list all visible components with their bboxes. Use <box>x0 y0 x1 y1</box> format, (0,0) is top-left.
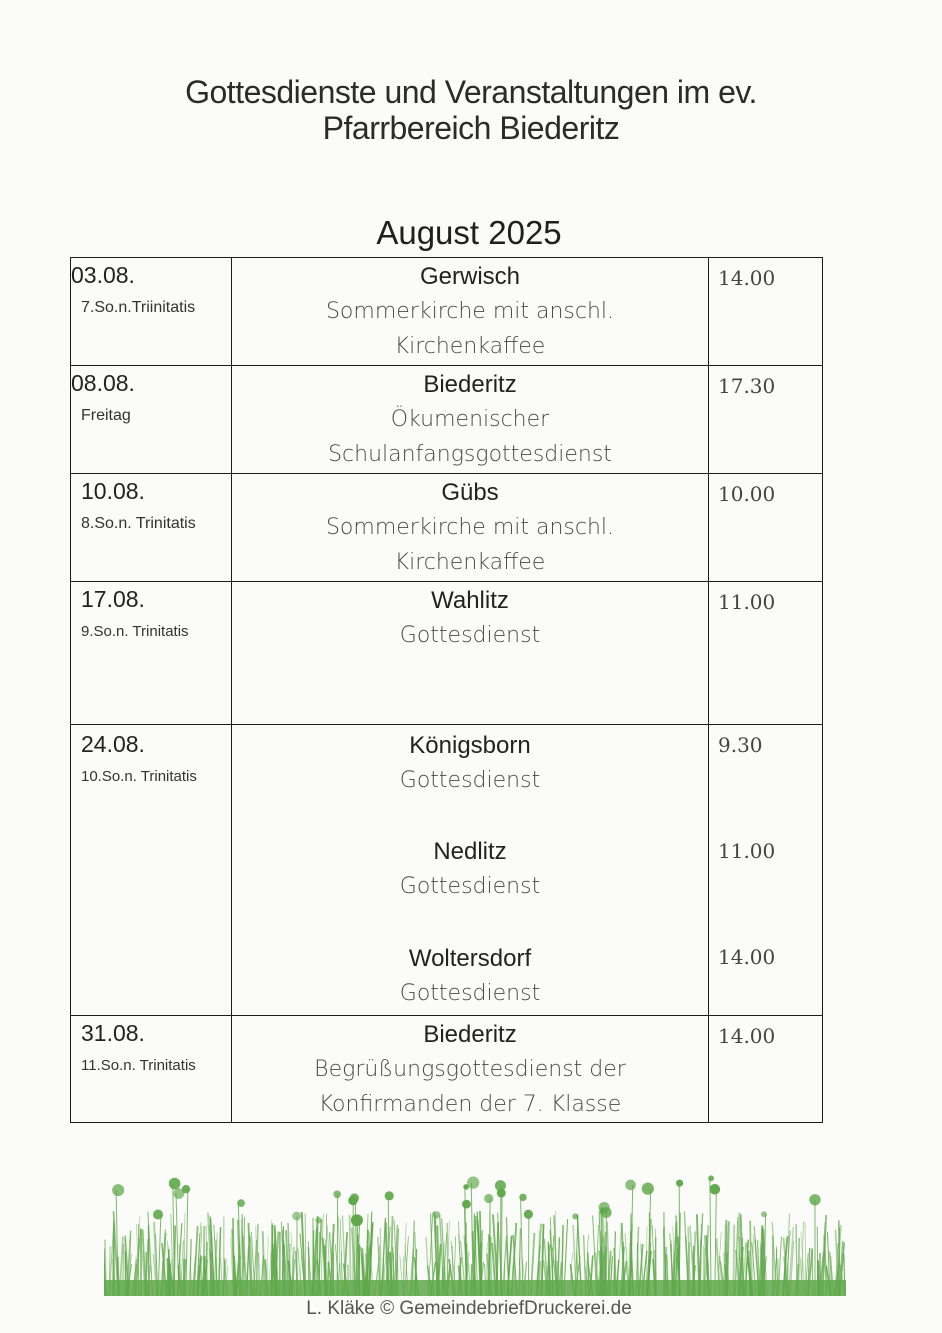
event-cell <box>232 258 709 366</box>
month-heading: August 2025 <box>376 214 562 251</box>
liturgical-day: 8.So.n. Trinitatis <box>81 515 196 532</box>
event-description: Kirchenkaffee <box>394 334 546 359</box>
date-cell <box>71 582 232 725</box>
illustration-credit: L. Kläke © GemeindebriefDruckerei.de <box>306 1298 632 1319</box>
date-cell <box>71 725 232 1016</box>
event-description: Sommerkirche mit anschl. <box>325 299 615 324</box>
page-title-line-1: Gottesdienste und Veranstaltungen im ev. <box>185 74 757 110</box>
liturgical-day: Freitag <box>81 407 131 424</box>
page-title <box>0 74 942 146</box>
schedule-table <box>70 257 823 1123</box>
event-description: Gottesdienst <box>399 623 541 648</box>
table-row <box>71 258 823 366</box>
time-cell <box>709 366 823 474</box>
event-block <box>232 834 708 940</box>
event-cell <box>232 582 709 725</box>
event-block <box>232 941 708 1015</box>
table-row <box>71 1016 823 1123</box>
table-row <box>71 582 823 725</box>
event-place: Gübs <box>441 479 499 506</box>
event-place: Königsborn <box>409 732 531 759</box>
date-cell <box>71 1016 232 1123</box>
event-time: 11.00 <box>718 839 776 863</box>
event-description: Gottesdienst <box>399 768 541 793</box>
event-description: Sommerkirche mit anschl. <box>325 515 615 540</box>
date-cell <box>71 474 232 582</box>
event-place: Wahlitz <box>431 587 509 614</box>
date-cell <box>71 258 232 366</box>
event-block <box>232 725 708 833</box>
event-description: Gottesdienst <box>399 874 541 899</box>
time-cell <box>709 1016 823 1123</box>
time-cell <box>709 725 823 1016</box>
event-place: Gerwisch <box>419 263 521 290</box>
event-place: Nedlitz <box>433 838 507 865</box>
liturgical-day: 11.So.n. Trinitatis <box>81 1057 196 1074</box>
event-time: 10.00 <box>718 482 776 506</box>
event-time: 17.30 <box>718 374 776 398</box>
table-row <box>71 725 823 1016</box>
event-cell <box>232 725 709 1016</box>
service-date: 17.08. <box>81 586 145 612</box>
liturgical-day: 7.So.n.Triinitatis <box>81 299 196 316</box>
event-cell <box>232 366 709 474</box>
liturgical-day: 10.So.n. Trinitatis <box>81 768 197 785</box>
time-cell <box>709 582 823 725</box>
event-place: Biederitz <box>423 371 517 398</box>
event-time: 14.00 <box>718 1024 776 1048</box>
liturgical-day: 9.So.n. Trinitatis <box>81 623 189 640</box>
table-row <box>71 366 823 474</box>
time-cell <box>709 258 823 366</box>
page-title-line-2: Pfarrbereich Biederitz <box>322 110 620 146</box>
grass-meadow-illustration <box>104 1168 846 1296</box>
event-description: Schulanfangsgottesdienst <box>328 442 612 467</box>
time-cell <box>709 474 823 582</box>
service-date: 31.08. <box>81 1020 145 1046</box>
event-description: Ökumenischer <box>390 407 550 432</box>
event-cell <box>232 1016 709 1123</box>
event-time: 14.00 <box>718 945 776 969</box>
service-date: 10.08. <box>81 478 145 504</box>
event-description: Begrüßungsgottesdienst der <box>314 1057 626 1082</box>
service-date: 03.08. <box>71 262 135 288</box>
event-time: 11.00 <box>718 590 776 614</box>
date-cell <box>71 366 232 474</box>
event-description: Kirchenkaffee <box>394 550 546 575</box>
event-place: Biederitz <box>423 1021 517 1048</box>
event-time: 9.30 <box>718 733 763 757</box>
event-place: Woltersdorf <box>408 945 532 972</box>
service-date: 08.08. <box>71 370 135 396</box>
event-time: 14.00 <box>718 266 776 290</box>
event-description: Konfirmanden der 7. Klasse <box>318 1092 622 1117</box>
event-description: Gottesdienst <box>399 981 541 1006</box>
table-row <box>71 474 823 582</box>
event-cell <box>232 474 709 582</box>
service-date: 24.08. <box>81 731 145 757</box>
